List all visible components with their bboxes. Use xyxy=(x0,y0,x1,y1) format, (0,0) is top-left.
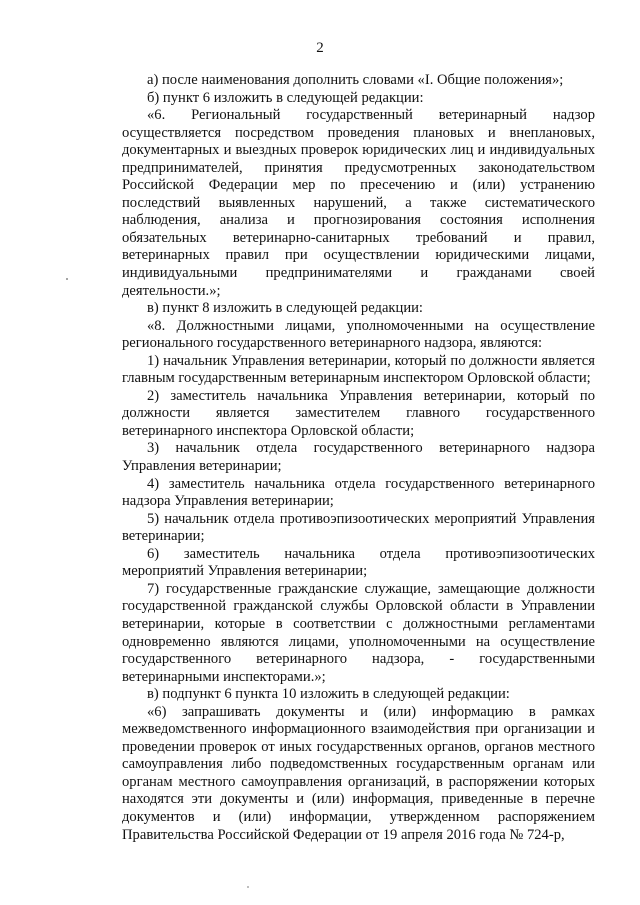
paragraph: 2) заместитель начальника Управления ветеринарии, который по должности является заместителем главного государственного ветеринарного инспектора Орловской области; xyxy=(122,387,595,439)
paragraph: 4) заместитель начальника отдела государственного ветеринарного надзора Управления ветеринарии; xyxy=(122,475,595,510)
document-body xyxy=(122,72,595,844)
paragraph: «6. Региональный государственный ветеринарный надзор осуществляется посредством проведения плановых и внеплановых, документарных и выездных проверок юридических лиц и индивидуальных предпринимателей, принятия предусмотренных законодательством Российской Федерации мер по пресечению и (или) устранению последствий выявленных нарушений, а также систематического наблюдения, анализа и прогнозирования состояния исполнения обязательных ветеринарно-санитарных требований и правил, ветеринарных правил при осуществлении юридическими лицами, индивидуальными предпринимателями и гражданами своей деятельности.»; xyxy=(122,107,595,299)
scan-speck xyxy=(247,886,249,888)
scan-speck xyxy=(66,278,68,280)
paragraph: в) пункт 8 изложить в следующей редакции: xyxy=(147,300,423,317)
paragraph: «8. Должностными лицами, уполномоченными на осуществление регионального государственного ветеринарного надзора, являются: xyxy=(122,317,595,352)
paragraph: 6) заместитель начальника отдела противоэпизоотических мероприятий Управления ветеринарии; xyxy=(122,545,595,580)
paragraph: а) после наименования дополнить словами «I. Общие положения»; xyxy=(147,72,564,88)
page-number: 2 xyxy=(316,40,324,56)
paragraph: 5) начальник отдела противоэпизоотических мероприятий Управления ветеринарии; xyxy=(122,510,595,545)
paragraph: «6) запрашивать документы и (или) информацию в рамках межведомственного информационного взаимодействия при организации и проведении проверок от иных государственных органов, органов местного самоуправления либо подведомственных государственным органам или органам местного самоуправления организаций, в распоряжении которых находятся эти документы и (или) информация, приведенные в перечне документов и (или) информации, утвержденном распоряжением Правительства Российской Федерации от 19 апреля 2016 года № 724-р, xyxy=(122,703,595,843)
paragraph: 3) начальник отдела государственного ветеринарного надзора Управления ветеринарии; xyxy=(122,440,595,475)
paragraph: в) подпункт 6 пункта 10 изложить в следующей редакции: xyxy=(147,686,510,703)
paragraph: б) пункт 6 изложить в следующей редакции: xyxy=(147,89,424,106)
paragraph: 1) начальник Управления ветеринарии, который по должности является главным государственным ветеринарным инспектором Орловской области; xyxy=(122,352,595,387)
paragraph: 7) государственные гражданские служащие, замещающие должности государственной гражданской службы Орловской области в Управлении ветеринарии, которые в соответствии с должностными регламентами одновременно являются лицами, уполномоченными на осуществление государственного ветеринарного надзора, - государственными ветеринарными инспекторами.»; xyxy=(122,580,595,685)
